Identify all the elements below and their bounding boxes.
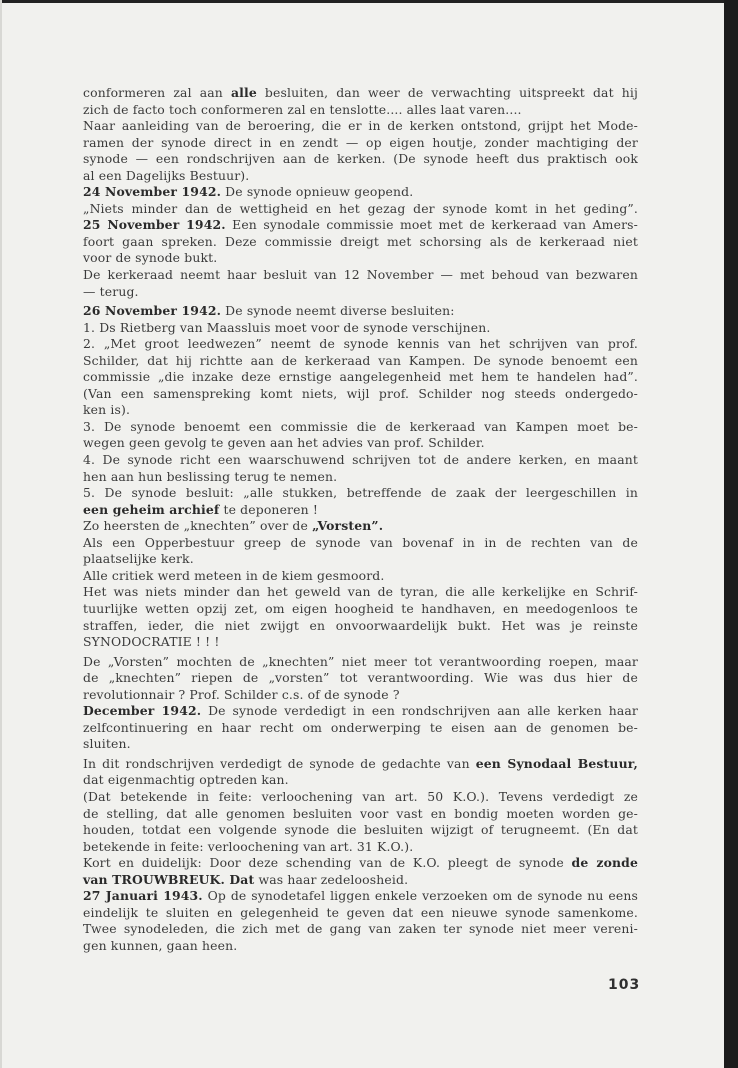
text-line	[83, 284, 638, 301]
text-segment: Een synodale commissie moet met de kerkeraad van Amers-	[225, 217, 638, 233]
text-line	[83, 839, 638, 856]
text-segment: Het was niets minder dan het geweld van de tyran, die alle kerkelijke en Schrif-	[83, 584, 638, 600]
text-segment: de „knechten” riepen de „vorsten” tot verantwoording. Wie was dus hier de	[83, 670, 638, 686]
bold-text: 24 November 1942.	[83, 184, 222, 200]
text-segment: commissie „die inzake deze ernstige aangelegenheid met hem te handelen had”.	[83, 369, 638, 385]
bold-text: 25 November 1942.	[83, 217, 226, 233]
text-line	[83, 485, 638, 502]
text-line	[83, 201, 638, 218]
text-segment: wegen geen gevolg te geven aan het advies van prof. Schilder.	[83, 435, 485, 451]
text-segment: revolutionnair ? Prof. Schilder c.s. of de synode ?	[83, 686, 400, 702]
text-segment: ramen der synode direct in en zendt — op eigen houtje, zonder machtiging der	[83, 134, 638, 150]
text-segment: foort gaan spreken. Deze commissie dreigt met schorsing als de kerkeraad niet	[83, 233, 638, 249]
text-segment: was haar zedeloosheid.	[254, 871, 409, 887]
page-right-edge	[724, 0, 738, 1068]
text-segment: 5. De synode besluit: „alle stukken, betreffende de zaak der leergeschillen in	[83, 485, 638, 501]
text-line	[83, 469, 638, 486]
text-segment: tuurlijke wetten opzij zet, om eigen hoogheid te handhaven, en meedogenloos te	[83, 600, 638, 616]
text-segment: De synode opnieuw geopend.	[221, 184, 414, 200]
bold-text: 26 November 1942.	[83, 303, 222, 319]
text-line	[83, 336, 638, 353]
bold-text: December 1942.	[83, 703, 202, 719]
bold-text: een geheim archief	[83, 501, 220, 517]
text-segment: De synode neemt diverse besluiten:	[221, 303, 455, 319]
text-line	[83, 551, 638, 568]
text-segment: dat eigenmachtig optreden kan.	[83, 772, 289, 788]
text-line	[83, 568, 638, 585]
text-segment: ken is).	[83, 402, 131, 418]
text-line	[83, 303, 638, 320]
text-line	[83, 736, 638, 753]
text-segment: synode — een rondschrijven aan de kerken. (De synode heeft dus praktisch ook	[83, 151, 638, 167]
text-line	[83, 703, 638, 720]
text-segment: al een Dagelijks Bestuur).	[83, 167, 250, 183]
text-segment: Twee synodeleden, die zich met de gang van zaken ter synode niet meer vereni-	[83, 921, 638, 937]
text-segment: voor de synode bukt.	[83, 250, 218, 266]
text-line	[83, 402, 638, 419]
text-segment: Kort en duidelijk: Door deze schending van de K.O. pleegt de synode	[83, 855, 572, 871]
text-line	[83, 502, 638, 519]
text-segment: de stelling, dat alle genomen besluiten voor vast en bondig moeten worden ge-	[83, 805, 638, 821]
text-line	[83, 601, 638, 618]
text-line	[83, 938, 638, 955]
text-line	[83, 386, 638, 403]
text-line	[83, 353, 638, 370]
text-line	[83, 670, 638, 687]
text-line	[83, 151, 638, 168]
bold-text: de zonde	[571, 855, 638, 871]
text-line	[83, 184, 638, 201]
text-segment: Alle critiek werd meteen in de kiem gesmoord.	[83, 567, 385, 583]
text-line	[83, 435, 638, 452]
text-segment: sluiten.	[83, 736, 131, 752]
text-line	[83, 806, 638, 823]
text-line	[83, 772, 638, 789]
text-segment: Op de synodetafel liggen enkele verzoeken om de synode nu eens	[202, 888, 638, 904]
text-segment: De kerkeraad neemt haar besluit van 12 November — met behoud van bezwaren	[83, 267, 638, 283]
text-line	[83, 822, 638, 839]
text-line	[83, 618, 638, 635]
text-line	[83, 518, 638, 535]
text-line	[83, 905, 638, 922]
text-line	[83, 320, 638, 337]
text-line	[83, 168, 638, 185]
text-segment: Schilder, dat hij richtte aan de kerkeraad van Kampen. De synode benoemt een	[83, 352, 638, 368]
bold-text: van TROUWBREUK. Dat	[83, 871, 255, 887]
text-line	[83, 369, 638, 386]
text-segment: betekende in feite: verloochening van art. 31 K.O.).	[83, 838, 414, 854]
text-segment: conformeren zal aan	[83, 85, 231, 100]
text-line	[83, 789, 638, 806]
text-segment: 2. „Met groot leedwezen” neemt de synode kennis van het schrijven van prof.	[83, 336, 638, 352]
text-segment: „Niets minder dan de wettigheid en het gezag der synode komt in het geding”.	[83, 200, 638, 216]
text-segment: 3. De synode benoemt een commissie die de kerkeraad van Kampen moet be-	[83, 418, 638, 434]
text-segment: (Van een samenspreking komt niets, wijl prof. Schilder nog steeds ondergedo-	[83, 385, 638, 401]
text-segment: 1. Ds Rietberg van Maassluis moet voor de synode verschijnen.	[83, 319, 491, 335]
text-line	[83, 267, 638, 284]
text-line	[83, 135, 638, 152]
text-line	[83, 634, 638, 651]
text-segment: In dit rondschrijven verdedigt de synode de gedachte van	[83, 755, 476, 771]
body-text	[83, 85, 638, 954]
text-segment: De synode verdedigt in een rondschrijven aan alle kerken haar	[201, 703, 638, 719]
text-line	[83, 250, 638, 267]
text-line	[83, 102, 638, 119]
text-line	[83, 756, 638, 773]
text-segment: straffen, ieder, die niet zwijgt en onvoorwaardelijk bukt. Het was je reinste	[83, 617, 638, 633]
text-segment: plaatselijke kerk.	[83, 551, 194, 567]
text-line	[83, 654, 638, 671]
text-segment: Als een Opperbestuur greep de synode van bovenaf in in de rechten van de	[83, 534, 638, 550]
bold-text: „Vorsten”.	[312, 518, 384, 534]
text-segment: (Dat betekende in feite: verloochening van art. 50 K.O.). Tevens verdedigt ze	[83, 788, 638, 804]
text-segment: zelfcontinuering en haar recht om onderwerping te eisen aan de genomen be-	[83, 719, 638, 735]
text-line	[83, 452, 638, 469]
text-segment: 4. De synode richt een waarschuwend schrijven tot de andere kerken, en maant	[83, 452, 638, 468]
text-line	[83, 888, 638, 905]
text-line	[83, 921, 638, 938]
text-segment: Naar aanleiding van de beroering, die er in de kerken ontstond, grijpt het Mode-	[83, 118, 638, 134]
text-line	[83, 687, 638, 704]
text-segment: hen aan hun beslissing terug te nemen.	[83, 468, 338, 484]
text-line	[83, 234, 638, 251]
text-segment: te deponeren !	[219, 501, 318, 517]
page-top-edge	[0, 0, 738, 3]
text-segment: gen kunnen, gaan heen.	[83, 937, 238, 953]
bold-text: alle	[230, 85, 257, 100]
text-segment: — terug.	[83, 283, 139, 299]
text-segment: houden, totdat een volgende synode die besluiten wijzigt of terugneemt. (En dat	[83, 822, 638, 838]
text-segment: zich de facto toch conformeren zal en tenslotte.... alles laat varen....	[83, 101, 522, 117]
text-segment: Zo heersten de „knechten” over de	[83, 518, 313, 534]
text-line	[83, 872, 638, 889]
bold-text: een Synodaal Bestuur,	[475, 755, 638, 771]
text-line	[83, 85, 638, 102]
bold-text: 27 Januari 1943.	[83, 888, 203, 904]
text-line	[83, 584, 638, 601]
text-line	[83, 720, 638, 737]
text-segment: besluiten, dan weer de verwachting uitspreekt dat hij	[256, 85, 638, 100]
text-segment: De „Vorsten” mochten de „knechten” niet meer tot verantwoording roepen, maar	[83, 653, 638, 669]
text-line	[83, 535, 638, 552]
text-line	[83, 118, 638, 135]
text-line	[83, 217, 638, 234]
page-left-edge	[0, 0, 2, 1068]
page-number: 103	[608, 977, 641, 993]
text-segment: SYNODOCRATIE ! ! !	[83, 634, 220, 650]
text-line	[83, 419, 638, 436]
text-segment: eindelijk te sluiten en gelegenheid te geven dat een nieuwe synode samenkome.	[83, 904, 638, 920]
text-line	[83, 855, 638, 872]
